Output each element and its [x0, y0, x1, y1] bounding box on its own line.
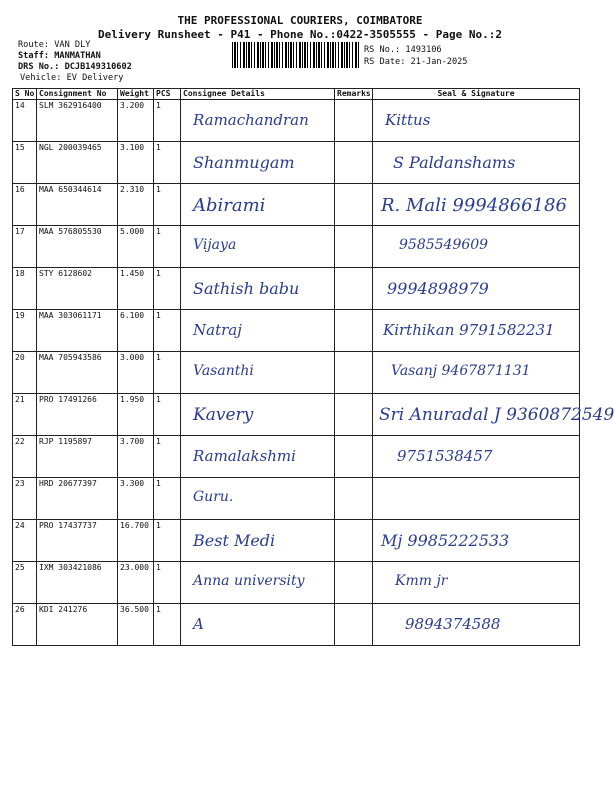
consignee-handwriting: Abirami: [193, 195, 266, 216]
cell-consignee: [181, 268, 335, 310]
table-row: [13, 142, 580, 184]
consignee-handwriting: Guru.: [193, 489, 234, 505]
cell-sno: 16: [13, 184, 37, 226]
cell-consignee: [181, 226, 335, 268]
signature-handwriting: Vasanj 9467871131: [391, 363, 531, 379]
cell-weight: 23.000: [118, 562, 154, 604]
table-row: [13, 436, 580, 478]
cell-pcs: 1: [154, 436, 181, 478]
cell-pcs: 1: [154, 562, 181, 604]
cell-remarks: [335, 226, 373, 268]
consignee-handwriting: Shanmugam: [193, 153, 295, 172]
header-consignment: Consignment No: [37, 89, 118, 100]
runsheet-table: [12, 88, 614, 646]
cell-pcs: 1: [154, 184, 181, 226]
table-row: [13, 520, 580, 562]
cell-pcs: 1: [154, 604, 181, 646]
cell-weight: 36.500: [118, 604, 154, 646]
route-label: Route: VAN DLY: [18, 40, 91, 50]
consignee-handwriting: Sathish babu: [193, 279, 300, 298]
cell-consignee: [181, 352, 335, 394]
cell-remarks: [335, 436, 373, 478]
cell-weight: 1.450: [118, 268, 154, 310]
cell-remarks: [335, 604, 373, 646]
cell-consignee: [181, 142, 335, 184]
signature-handwriting: Kittus: [385, 111, 431, 129]
table-row: [13, 226, 580, 268]
cell-remarks: [335, 142, 373, 184]
cell-seal: [373, 520, 580, 562]
cell-seal: [373, 352, 580, 394]
cell-consignment: SLM 362916400: [37, 100, 118, 142]
cell-seal: [373, 562, 580, 604]
barcode-image: [232, 42, 360, 68]
cell-remarks: [335, 520, 373, 562]
cell-sno: 19: [13, 310, 37, 352]
cell-remarks: [335, 394, 373, 436]
cell-consignment: PRO 17437737: [37, 520, 118, 562]
cell-sno: 20: [13, 352, 37, 394]
cell-weight: 2.310: [118, 184, 154, 226]
table-row: [13, 310, 580, 352]
table-row: [13, 394, 580, 436]
cell-consignee: [181, 310, 335, 352]
consignee-handwriting: Ramalakshmi: [193, 447, 296, 465]
cell-weight: 5.000: [118, 226, 154, 268]
cell-sno: 14: [13, 100, 37, 142]
cell-consignment: MAA 650344614: [37, 184, 118, 226]
cell-weight: 1.950: [118, 394, 154, 436]
cell-consignment: MAA 576805530: [37, 226, 118, 268]
consignee-handwriting: Anna university: [193, 573, 305, 589]
cell-sno: 26: [13, 604, 37, 646]
header-weight: Weight: [118, 89, 154, 100]
cell-consignment: RJP 1195897: [37, 436, 118, 478]
cell-weight: 3.200: [118, 100, 154, 142]
cell-consignment: NGL 200039465: [37, 142, 118, 184]
cell-pcs: 1: [154, 142, 181, 184]
cell-sno: 25: [13, 562, 37, 604]
consignee-handwriting: Best Medi: [193, 531, 276, 550]
cell-sno: 23: [13, 478, 37, 520]
cell-seal: [373, 478, 580, 520]
consignee-handwriting: A: [193, 615, 204, 633]
cell-weight: 3.700: [118, 436, 154, 478]
table-row: [13, 100, 580, 142]
cell-seal: [373, 268, 580, 310]
cell-weight: 3.000: [118, 352, 154, 394]
cell-consignment: HRD 20677397: [37, 478, 118, 520]
cell-consignment: MAA 705943586: [37, 352, 118, 394]
cell-pcs: 1: [154, 478, 181, 520]
runsheet-subtitle: Delivery Runsheet - P41 - Phone No.:0422-3505555 - Page No.:2: [98, 28, 502, 41]
signature-handwriting: Sri Anuradal J 9360872549: [379, 405, 614, 425]
table-row: [13, 352, 580, 394]
signature-handwriting: S Paldanshams: [393, 153, 516, 172]
cell-sno: 17: [13, 226, 37, 268]
signature-handwriting: R. Mali 9994866186: [381, 195, 567, 216]
table-row: [13, 604, 580, 646]
table-row: [13, 184, 580, 226]
cell-remarks: [335, 184, 373, 226]
header-pcs: PCS: [154, 89, 181, 100]
cell-sno: 21: [13, 394, 37, 436]
cell-seal: [373, 226, 580, 268]
drs-label: DRS No.: DCJB149310602: [18, 62, 132, 72]
cell-consignee: [181, 436, 335, 478]
cell-remarks: [335, 352, 373, 394]
cell-remarks: [335, 310, 373, 352]
cell-pcs: 1: [154, 268, 181, 310]
cell-consignee: [181, 100, 335, 142]
cell-remarks: [335, 100, 373, 142]
cell-consignment: STY 6128602: [37, 268, 118, 310]
cell-sno: 18: [13, 268, 37, 310]
signature-handwriting: 9751538457: [397, 447, 493, 465]
table-row: [13, 268, 580, 310]
cell-seal: [373, 604, 580, 646]
cell-consignment: KDI 241276: [37, 604, 118, 646]
vehicle-label: Vehicle: EV Delivery: [20, 73, 124, 83]
staff-label: Staff: MANMATHAN: [18, 51, 101, 61]
consignee-handwriting: Vasanthi: [193, 363, 254, 379]
cell-consignment: IXM 303421086: [37, 562, 118, 604]
cell-consignee: [181, 478, 335, 520]
cell-sno: 15: [13, 142, 37, 184]
signature-handwriting: Mj 9985222533: [381, 531, 510, 550]
cell-consignee: [181, 604, 335, 646]
cell-seal: [373, 100, 580, 142]
cell-weight: 3.100: [118, 142, 154, 184]
header-sno: S No: [13, 89, 37, 100]
table-header-row: [13, 89, 580, 100]
consignee-handwriting: Ramachandran: [193, 111, 309, 129]
cell-consignment: MAA 303061171: [37, 310, 118, 352]
cell-pcs: 1: [154, 394, 181, 436]
cell-remarks: [335, 562, 373, 604]
cell-sno: 24: [13, 520, 37, 562]
cell-remarks: [335, 268, 373, 310]
consignee-handwriting: Natraj: [193, 321, 242, 339]
cell-pcs: 1: [154, 100, 181, 142]
cell-weight: 16.700: [118, 520, 154, 562]
company-title: THE PROFESSIONAL COURIERS, COIMBATORE: [177, 14, 423, 27]
cell-consignee: [181, 520, 335, 562]
cell-remarks: [335, 478, 373, 520]
cell-seal: [373, 436, 580, 478]
signature-handwriting: 9585549609: [399, 237, 489, 253]
header-consignee: Consignee Details: [181, 89, 335, 100]
header-remarks: Remarks: [335, 89, 373, 100]
signature-handwriting: 9994898979: [387, 279, 489, 298]
consignee-handwriting: Vijaya: [193, 237, 237, 253]
cell-consignee: [181, 184, 335, 226]
signature-handwriting: Kmm jr: [395, 573, 448, 589]
cell-pcs: 1: [154, 226, 181, 268]
cell-pcs: 1: [154, 352, 181, 394]
cell-weight: 3.300: [118, 478, 154, 520]
consignee-handwriting: Kavery: [193, 405, 254, 425]
cell-weight: 6.100: [118, 310, 154, 352]
cell-seal: [373, 310, 580, 352]
cell-consignee: [181, 562, 335, 604]
table-row: [13, 478, 580, 520]
cell-pcs: 1: [154, 310, 181, 352]
cell-sno: 22: [13, 436, 37, 478]
signature-handwriting: Kirthikan 9791582231: [383, 321, 555, 339]
table-row: [13, 562, 580, 604]
header-seal: Seal & Signature: [373, 89, 580, 100]
cell-pcs: 1: [154, 520, 181, 562]
rs-no-label: RS No.: 1493106: [364, 45, 442, 55]
cell-consignee: [181, 394, 335, 436]
signature-handwriting: 9894374588: [405, 615, 501, 633]
cell-seal: [373, 184, 580, 226]
cell-seal: [373, 142, 580, 184]
rs-date-label: RS Date: 21-Jan-2025: [364, 57, 468, 67]
cell-consignment: PRO 17491266: [37, 394, 118, 436]
cell-seal: [373, 394, 614, 436]
